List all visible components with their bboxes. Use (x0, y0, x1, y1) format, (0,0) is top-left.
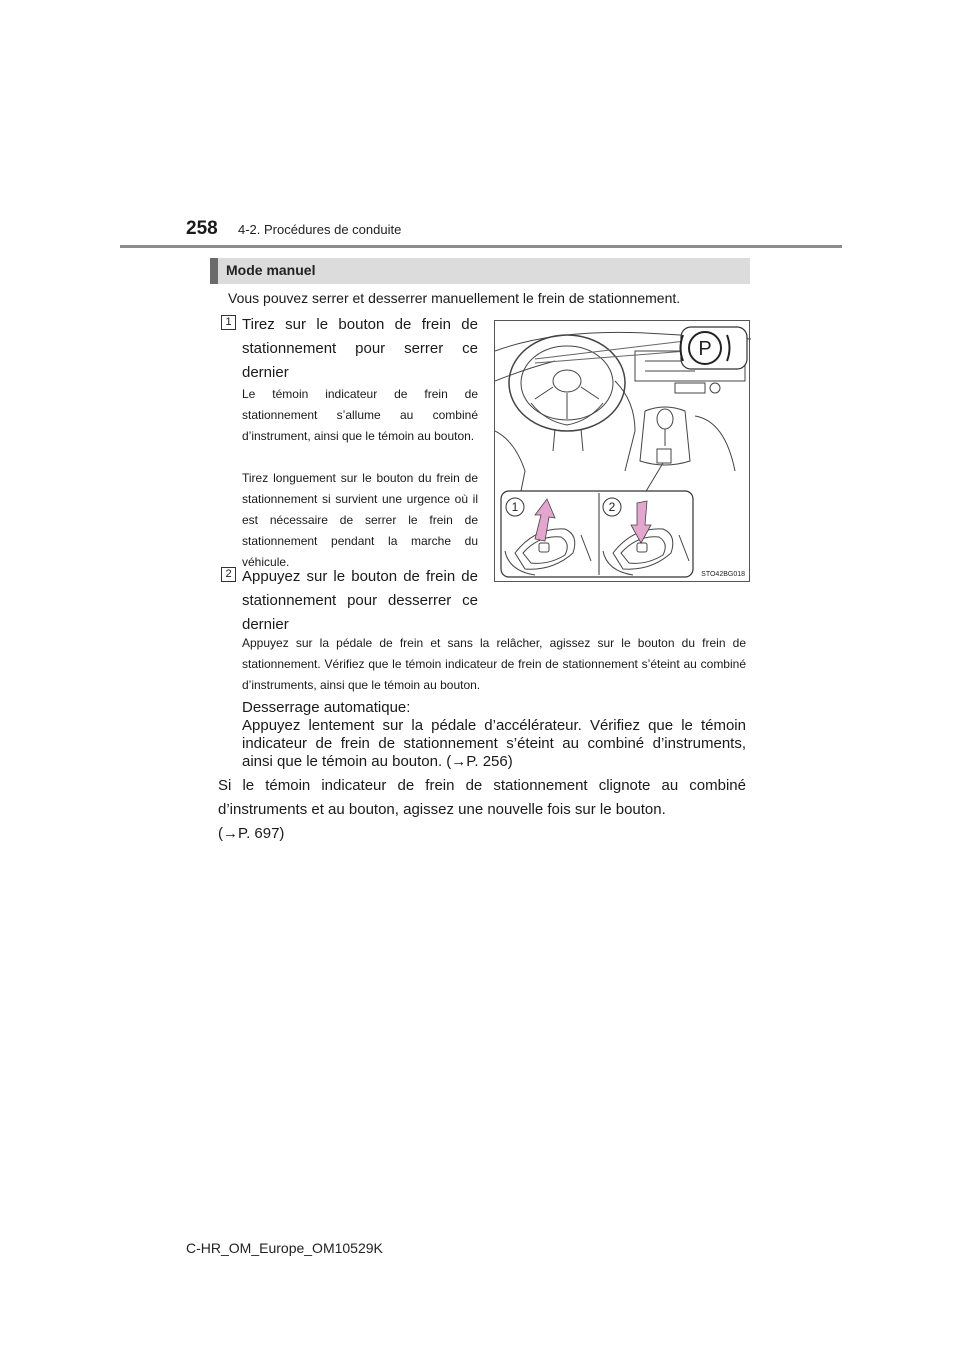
p-icon-frame (681, 327, 747, 369)
switch-inset (501, 491, 693, 577)
step-1-note-emergency: Tirez longuement sur le bouton du frein de stationnement si survient une urgence où il est nécessaire de serrer le frein de stationnement pendant la marche du véhicule. (242, 471, 478, 569)
step-1-note-indicator: Le témoin indicateur de frein de stationnement s’allume au combiné d’instrument, ainsi que le témoin au bouton. (242, 387, 478, 443)
step-1-title: Tirez sur le bouton de frein de stationnement pour serrer ce dernier (242, 316, 478, 381)
step-2-note: Appuyez sur la pédale de frein et sans la relâcher, agissez sur le bouton du frein de stationnement. Vérifiez que le témoin indicateur de frein de stationnement s’éteint au combiné d’instruments, ainsi que le témoin au bouton. (242, 636, 746, 692)
step-1-number-icon: 1 (221, 315, 236, 330)
section-title: 4-2. Procédures de conduite (238, 222, 402, 237)
mode-section-title: Mode manuel (226, 262, 316, 278)
p-symbol: P (698, 338, 712, 360)
blink-warning-text: Si le témoin indicateur de frein de stationnement clignote au combiné d’instruments et au bouton, agissez une nouvelle fois sur le bouton. (218, 777, 746, 818)
step-2-number-icon: 2 (221, 567, 236, 582)
auto-release-label: Desserrage automatique: (242, 699, 411, 716)
blink-page-reference: (→P. 697) (218, 825, 285, 842)
figure-code: STO42BG018 (701, 571, 745, 578)
parking-brake-illustration (494, 320, 750, 582)
step-2-title: Appuyez sur le bouton de frein de stationnement pour desserrer ce dernier (242, 568, 478, 633)
footer-doc-id: C-HR_OM_Europe_OM10529K (186, 1240, 383, 1256)
mode-section-heading (210, 258, 750, 284)
header-divider (120, 245, 842, 248)
page-number: 258 (186, 218, 218, 239)
dashboard-drawing (495, 321, 751, 583)
heading-accent (210, 258, 218, 284)
auto-release-text: Appuyez lentement sur la pédale d’accélérateur. Vérifiez que le témoin indicateur de frein de stationnement s’éteint au combiné d’instruments, ainsi que le témoin au bouton. (→P. 256) (242, 717, 746, 770)
callout-2-label: 2 (608, 500, 616, 514)
intro-text: Vous pouvez serrer et desserrer manuellement le frein de stationnement. (228, 290, 681, 306)
callout-1-label: 1 (511, 500, 519, 514)
